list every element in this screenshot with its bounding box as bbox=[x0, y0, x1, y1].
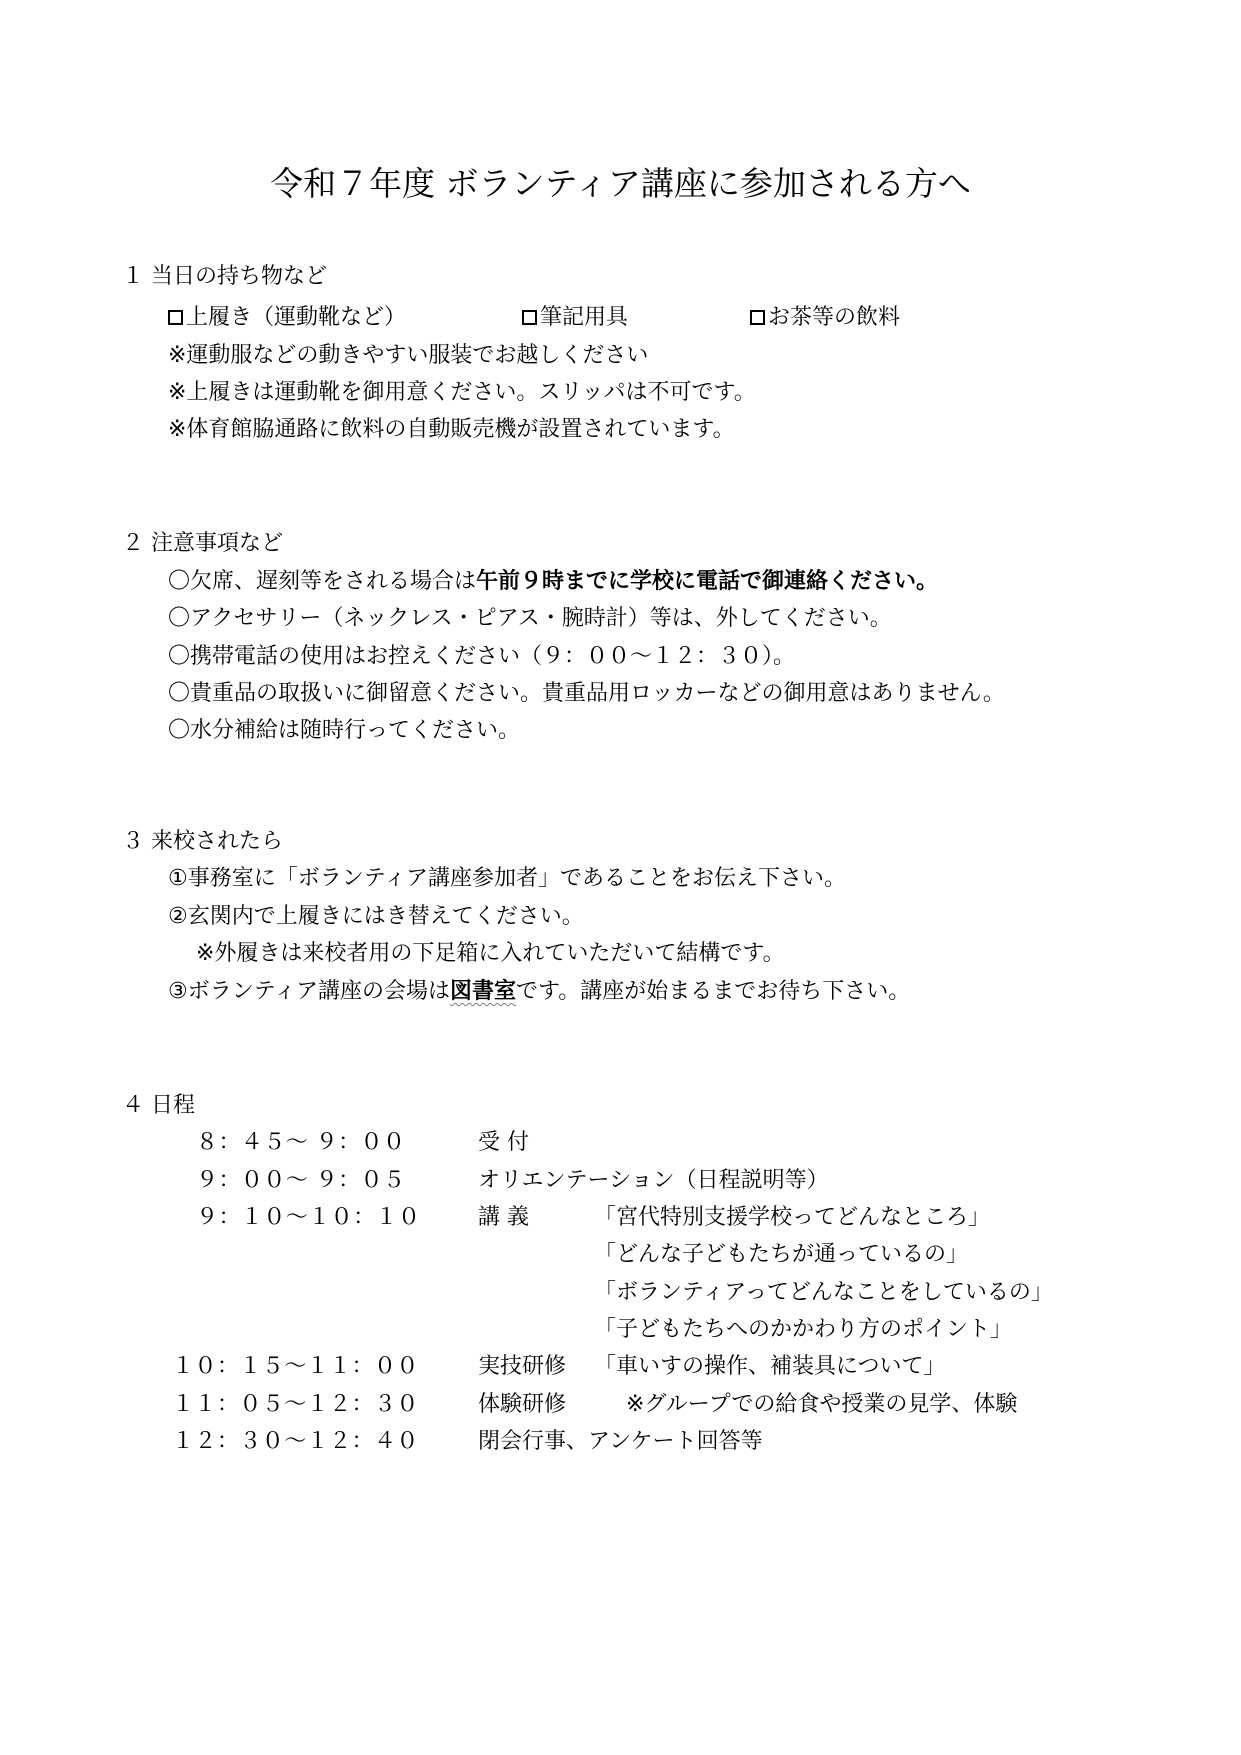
checklist-item: 上履き（運動靴など） bbox=[168, 303, 406, 333]
step-line: ②玄関内で上履きにはき替えてください。 bbox=[168, 904, 584, 929]
notice-line: 〇水分補給は随時行ってください。 bbox=[168, 718, 521, 743]
schedule-detail: 「子どもたちへのかかわり方のポイント」 bbox=[594, 1317, 1013, 1342]
checkbox-icon bbox=[522, 310, 537, 325]
section1-heading: １ 当日の持ち物など bbox=[122, 264, 327, 289]
schedule-detail: ※グループでの給食や授業の見学、体験 bbox=[626, 1392, 1018, 1417]
schedule-item: 実技研修 bbox=[478, 1354, 567, 1379]
schedule-detail: 「ボランティアってどんなことをしているの」 bbox=[594, 1280, 1053, 1305]
venue-name: 図書室 bbox=[449, 979, 516, 1004]
schedule-item: 閉会行事、アンケート回答等 bbox=[478, 1429, 763, 1454]
schedule-time: １１：０５～１２：３０ bbox=[172, 1392, 419, 1417]
notice-line: 〇アクセサリー（ネックレス・ピアス・腕時計）等は、外してください。 bbox=[168, 606, 892, 631]
note-line: ※運動服などの動きやすい服装でお越しください bbox=[168, 343, 649, 368]
schedule-time: １２：３０～１２：４０ bbox=[172, 1429, 419, 1454]
schedule-detail: 「宮代特別支援学校ってどんなところ」 bbox=[594, 1205, 991, 1230]
schedule-time: ９：００～ ９：０５ bbox=[196, 1168, 406, 1193]
section4-heading: ４ 日程 bbox=[122, 1093, 195, 1118]
checkbox-icon bbox=[750, 310, 765, 325]
section3-heading: ３ 来校されたら bbox=[122, 829, 283, 854]
schedule-item: オリエンテーション（日程説明等） bbox=[478, 1168, 829, 1193]
schedule-time: ８：４５～ ９：００ bbox=[196, 1130, 406, 1155]
notice-line: 〇携帯電話の使用はお控えください（９：００～１２：３０）。 bbox=[168, 644, 796, 669]
note-line: ※上履きは運動靴を御用意ください。スリッパは不可です。 bbox=[168, 380, 756, 405]
schedule-item: 体験研修 bbox=[478, 1392, 567, 1417]
checkbox-icon bbox=[168, 310, 183, 325]
notice-line: 〇欠席、遅刻等をされる場合は午前９時までに学校に電話で御連絡ください。 bbox=[168, 569, 939, 594]
page-title: 令和７年度 ボランティア講座に参加される方へ bbox=[270, 164, 971, 203]
note-line: ※体育館脇通路に飲料の自動販売機が設置されています。 bbox=[168, 417, 735, 442]
note-line: ※外履きは来校者用の下足箱に入れていただいて結構です。 bbox=[196, 941, 785, 966]
schedule-time: ９：１０～１０：１０ bbox=[196, 1205, 421, 1230]
schedule-detail: 「どんな子どもたちが通っているの」 bbox=[594, 1242, 969, 1267]
emphasis-text: 午前９時までに学校に電話で御連絡ください。 bbox=[476, 569, 939, 594]
schedule-time: １０：１５～１１：００ bbox=[172, 1354, 419, 1379]
step-line: ③ボランティア講座の会場は図書室です。講座が始まるまでお待ち下さい。 bbox=[168, 979, 911, 1004]
schedule-item: 受 付 bbox=[478, 1130, 529, 1155]
checklist-item: 筆記用具 bbox=[522, 303, 628, 333]
schedule-detail: 「車いすの操作、補装具について」 bbox=[594, 1354, 946, 1379]
schedule-item: 講 義 bbox=[478, 1205, 529, 1230]
step-line: ①事務室に「ボランティア講座参加者」であることをお伝え下さい。 bbox=[168, 866, 846, 891]
section2-heading: ２ 注意事項など bbox=[122, 531, 283, 556]
notice-line: 〇貴重品の取扱いに御留意ください。貴重品用ロッカーなどの御用意はありません。 bbox=[168, 681, 1005, 706]
checklist-item: お茶等の飲料 bbox=[750, 303, 900, 333]
